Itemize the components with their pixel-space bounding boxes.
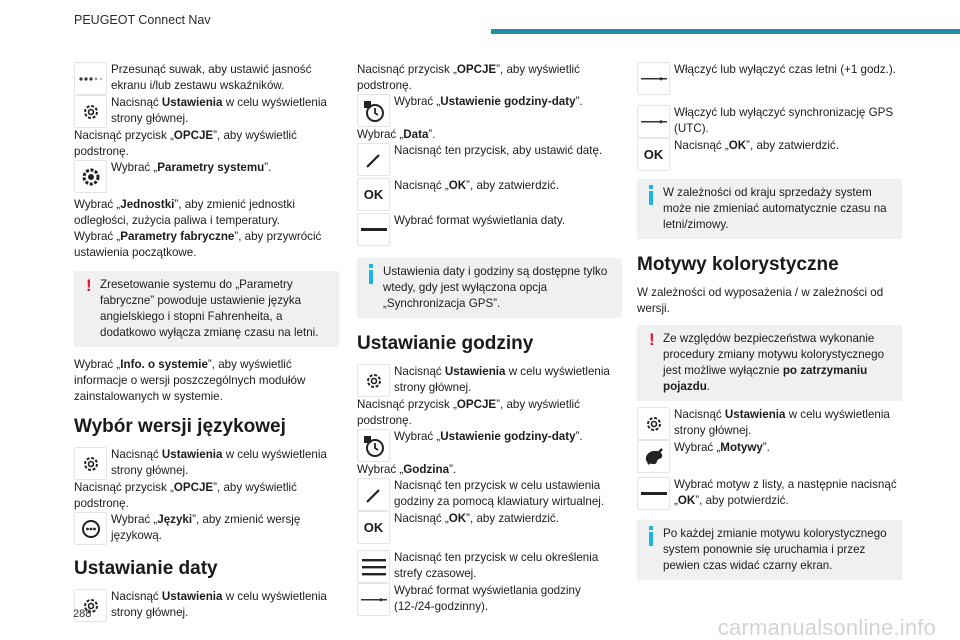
- step-row: [74, 95, 339, 128]
- text-fragment: .: [706, 380, 711, 393]
- step-row: [357, 583, 622, 616]
- section-heading: Wybór wersji językowej: [74, 416, 286, 437]
- paragraph: [357, 62, 622, 94]
- step-row: [357, 511, 622, 544]
- step-row: [637, 62, 902, 95]
- step-row: [357, 364, 622, 397]
- step-text: Przesunąć suwak, aby ustawić jasność ekranu i/lub zestawu wskaźników.: [111, 63, 312, 92]
- step-text: [394, 364, 622, 396]
- bold-term: OPCJE: [456, 398, 497, 411]
- step-text: [111, 589, 339, 621]
- info-note: [637, 179, 902, 239]
- ok-icon: OK: [637, 138, 670, 171]
- bold-term: po zatrzymaniu pojazdu: [663, 364, 868, 393]
- bold-term: OK: [728, 139, 747, 152]
- bold-term: Parametry fabryczne: [120, 230, 235, 243]
- column-2: [357, 62, 622, 616]
- text-fragment: Nacisnąć „: [674, 139, 729, 152]
- paragraph: [74, 480, 339, 512]
- text-fragment: ”.: [264, 161, 272, 174]
- bold-term: Ustawienia: [724, 408, 786, 421]
- step-row: [637, 105, 902, 138]
- format-bar-icon: [637, 477, 670, 510]
- step-row: [74, 62, 339, 95]
- palette-icon: [637, 440, 670, 473]
- step-row: [357, 478, 622, 511]
- paragraph: [357, 127, 622, 143]
- bold-term: OPCJE: [456, 63, 497, 76]
- pencil-icon: [357, 478, 390, 511]
- warning-note: [74, 271, 339, 347]
- menu-lines-icon: [357, 550, 390, 583]
- text-fragment: Nacisnąć: [394, 365, 445, 378]
- watermark: carmanualsonline.info: [717, 615, 936, 640]
- step-text: [394, 511, 622, 527]
- step-text: [111, 160, 339, 176]
- text-fragment: ”, aby wyświetlić podstronę.: [74, 481, 297, 510]
- text-fragment: Wybrać „: [394, 95, 441, 108]
- text-fragment: Wybrać „: [74, 230, 121, 243]
- info-note: [637, 520, 902, 580]
- bold-term: Data: [403, 128, 429, 141]
- text-fragment: ”, aby zmienić jednostki odległości, zużycia paliwa i temperatury.: [74, 198, 295, 227]
- toggle-icon: [637, 105, 670, 138]
- text-fragment: Nacisnąć: [674, 408, 725, 421]
- bold-term: Info. o systemie: [120, 358, 208, 371]
- step-text: Włączyć lub wyłączyć czas letni (+1 godz.).: [674, 63, 896, 76]
- step-row: [357, 213, 622, 246]
- step-row: [637, 440, 902, 473]
- bold-term: Godzina: [403, 463, 450, 476]
- step-text: [674, 440, 902, 456]
- warning-text: Zresetowanie systemu do „Parametry fabryczne” powoduje ustawienie języka angielskiego i stopni Fahrenheita, a dodatkowo wyłącza zmianę czasu na letni.: [100, 278, 319, 339]
- text-fragment: ”, aby wyświetlić podstronę.: [74, 129, 297, 158]
- text-fragment: Nacisnąć „: [394, 179, 449, 192]
- clock-settings-icon: [357, 94, 390, 127]
- step-row: [637, 477, 902, 510]
- text-fragment: ”, aby wyświetlić podstronę.: [357, 63, 580, 92]
- text-fragment: Wybrać „: [74, 358, 121, 371]
- format-bar-icon: [357, 213, 390, 246]
- paragraph: [74, 197, 339, 229]
- info-text: W zależności od kraju sprzedaży system może nie zmieniać automatycznie czasu na letni/zimowy.: [663, 186, 887, 231]
- text-fragment: Wybrać „: [357, 128, 404, 141]
- step-row: [637, 407, 902, 440]
- text-fragment: Nacisnąć „: [394, 512, 449, 525]
- text-fragment: ”.: [449, 463, 457, 476]
- step-row: [637, 138, 902, 171]
- bold-term: OPCJE: [173, 129, 214, 142]
- bold-term: Ustawienia: [161, 590, 223, 603]
- text-fragment: w celu wyświetlenia strony głównej.: [111, 448, 327, 477]
- step-text: [111, 447, 339, 479]
- text-fragment: Nacisnąć: [111, 96, 162, 109]
- text-fragment: Ze względów bezpieczeństwa wykonanie procedury zmiany motywu kolorystycznego jest możliwe wyłącznie: [663, 332, 885, 377]
- bold-term: Ustawienia: [444, 365, 506, 378]
- text-fragment: Nacisnąć przycisk „: [74, 481, 174, 494]
- text-fragment: ”, aby zatwierdzić.: [746, 139, 839, 152]
- step-row: [357, 94, 622, 127]
- text-fragment: w celu wyświetlenia strony głównej.: [111, 96, 327, 125]
- step-row: [357, 429, 622, 462]
- step-row: [357, 143, 622, 176]
- text-fragment: ”.: [428, 128, 436, 141]
- pencil-icon: [357, 143, 390, 176]
- step-text: Włączyć lub wyłączyć synchronizację GPS (UTC).: [674, 106, 894, 135]
- step-text: [111, 95, 339, 127]
- bold-term: Ustawienie godziny-daty: [440, 430, 576, 443]
- step-row: [74, 512, 339, 545]
- text-fragment: ”, aby wyświetlić informacje o wersji poszczególnych modułów zainstalowanych w systemie.: [74, 358, 306, 403]
- bold-term: OK: [677, 494, 696, 507]
- text-fragment: Nacisnąć: [111, 448, 162, 461]
- warning-icon: !: [649, 330, 655, 349]
- info-text: Po każdej zmianie motywu kolorystycznego system ponownie się uruchamia i przez pewien czas widać czarny ekran.: [663, 527, 887, 572]
- text-fragment: ”, aby przywrócić ustawienia początkowe.: [74, 230, 322, 259]
- warning-note: [637, 325, 902, 401]
- language-icon: [74, 512, 107, 545]
- gear-icon: [637, 407, 670, 440]
- paragraph: [74, 357, 339, 405]
- warning-icon: !: [86, 276, 92, 295]
- section-heading: Ustawianie daty: [74, 558, 218, 579]
- text-fragment: Wybrać „: [357, 463, 404, 476]
- clock-settings-icon: [357, 429, 390, 462]
- info-icon: [649, 526, 653, 546]
- step-text: Wybrać format wyświetlania daty.: [394, 214, 566, 227]
- text-fragment: Wybrać „: [674, 441, 721, 454]
- text-fragment: Nacisnąć: [111, 590, 162, 603]
- toggle-icon: [357, 583, 390, 616]
- warning-text: [645, 331, 894, 395]
- gear-icon: [74, 447, 107, 480]
- paragraph: [357, 462, 622, 478]
- section-heading: Ustawianie godziny: [357, 333, 534, 354]
- gear-icon: [357, 364, 390, 397]
- step-text: [111, 512, 339, 544]
- section-heading: Motywy kolorystyczne: [637, 254, 839, 275]
- step-row: [74, 160, 339, 193]
- step-row: [357, 178, 622, 211]
- text-fragment: Wybrać „: [394, 430, 441, 443]
- text-fragment: Nacisnąć przycisk „: [74, 129, 174, 142]
- text-fragment: ”.: [762, 441, 770, 454]
- bold-term: Ustawienie godziny-daty: [440, 95, 576, 108]
- text-fragment: ”.: [575, 430, 583, 443]
- text-fragment: ”, aby zatwierdzić.: [466, 179, 559, 192]
- text-fragment: ”, aby potwierdzić.: [695, 494, 789, 507]
- text-fragment: Nacisnąć przycisk „: [357, 398, 457, 411]
- info-note: [357, 258, 622, 318]
- step-text: [674, 477, 902, 509]
- text-fragment: Nacisnąć przycisk „: [357, 63, 457, 76]
- text-fragment: Wybrać „: [111, 161, 158, 174]
- gear-options-icon: [74, 160, 107, 193]
- header-accent-bar: [491, 29, 960, 34]
- bold-term: OPCJE: [173, 481, 214, 494]
- step-row: [74, 589, 339, 622]
- paragraph: W zależności od wyposażenia / w zależności od wersji.: [637, 286, 884, 315]
- step-row: [357, 550, 622, 583]
- info-icon: [369, 264, 373, 284]
- column-3: [637, 62, 902, 586]
- step-text: [394, 429, 622, 445]
- paragraph: [74, 229, 339, 261]
- bold-term: Ustawienia: [161, 96, 223, 109]
- text-fragment: ”, aby zatwierdzić.: [466, 512, 559, 525]
- page-header-title: PEUGEOT Connect Nav: [74, 13, 211, 27]
- step-text: Nacisnąć ten przycisk, aby ustawić datę.: [394, 144, 603, 157]
- info-text: Ustawienia daty i godziny są dostępne tylko wtedy, gdy jest wyłączona opcja „Synchronizacja GPS”.: [383, 265, 608, 310]
- toggle-icon: [637, 62, 670, 95]
- step-text: [394, 178, 622, 194]
- page-number: 288: [73, 608, 92, 620]
- text-fragment: ”.: [575, 95, 583, 108]
- bold-term: Ustawienia: [161, 448, 223, 461]
- paragraph: [357, 397, 622, 429]
- brightness-slider-icon: [74, 62, 107, 95]
- step-text: Wybrać format wyświetlania godziny (12-/24-godzinny).: [394, 584, 581, 613]
- step-text: [674, 407, 902, 439]
- bold-term: Parametry systemu: [157, 161, 265, 174]
- text-fragment: ”, aby wyświetlić podstronę.: [357, 398, 580, 427]
- step-row: [74, 447, 339, 480]
- gear-icon: [74, 95, 107, 128]
- ok-icon: OK: [357, 511, 390, 544]
- bold-term: Motywy: [720, 441, 763, 454]
- bold-term: Jednostki: [120, 198, 175, 211]
- paragraph: [74, 128, 339, 160]
- bold-term: Języki: [157, 513, 193, 526]
- text-fragment: Wybrać motyw z listy, a następnie nacisnąć „: [674, 478, 897, 507]
- step-text: Nacisnąć ten przycisk w celu określenia strefy czasowej.: [394, 551, 599, 580]
- column-1: [74, 62, 339, 622]
- text-fragment: w celu wyświetlenia strony głównej.: [111, 590, 327, 619]
- text-fragment: w celu wyświetlenia strony głównej.: [674, 408, 890, 437]
- info-icon: [649, 185, 653, 205]
- text-fragment: Wybrać „: [111, 513, 158, 526]
- bold-term: OK: [448, 512, 467, 525]
- ok-icon: OK: [357, 178, 390, 211]
- bold-term: OK: [448, 179, 467, 192]
- step-text: Nacisnąć ten przycisk w celu ustawienia godziny za pomocą klawiatury wirtualnej.: [394, 479, 605, 508]
- text-fragment: ”, aby zmienić wersję językową.: [111, 513, 301, 542]
- step-text: [394, 94, 622, 110]
- step-text: [674, 138, 902, 154]
- text-fragment: Wybrać „: [74, 198, 121, 211]
- text-fragment: w celu wyświetlenia strony głównej.: [394, 365, 610, 394]
